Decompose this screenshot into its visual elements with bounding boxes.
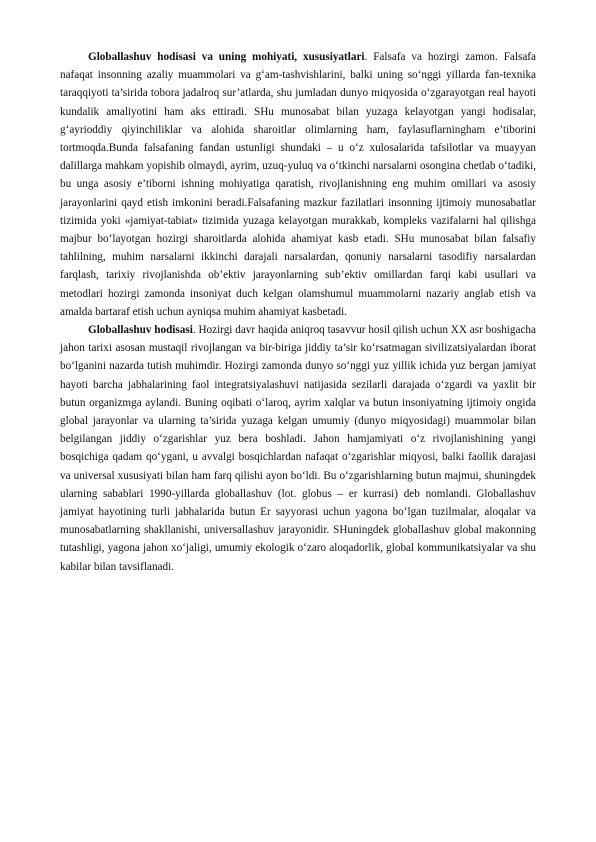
- paragraph-2-body: . Hozirgi davr haqida aniqroq tasavvur hosil qilish uchun XX asr boshigacha jahon tarixi asosan mustaqil rivojlangan va bir-biriga jiddiy ta’sir ko‘rsatmagan sivilizatsiyalardan iborat bo‘lganini nazarda tutish muhimdir. Hozirgi zamonda dunyo so‘nggi yuz yillik ichida yuz bergan jamiyat hayoti barcha jabhalarining faol integratsiyalashuvi natijasida sezilarli darajada o‘zgardi va yaxlit bir butun organizmga aylandi. Buning oqibati o‘laroq, ayrim xalqlar va butun insoniyatning ijtimoiy ongida global jarayonlar va ularning ta’sirida yuzaga kelgan umumiy (dunyo miqyosidagi) muammolar bilan belgilangan jiddiy o‘zgarishlar yuz bera boshladi. Jahon hamjamiyati o‘z rivojlanishining yangi bosqichiga qadam qo‘ygani, u avvalgi bosqichlardan nafaqat o‘zgarishlar miqyosi, balki faollik darajasi va universal xususiyati bilan ham farq qilishi ayon bo‘ldi. Bu o‘zgarishlarning butun majmui, shuningdek ularning sabablari 1990-yillarda globallashuv (lot. globus – er kurrasi) deb nomlandi. Globallashuv jamiyat hayotining turli jabhalarida butun Er sayyorasi uchun yagona bo‘lgan tuzilmalar, aloqalar va munosabatlarning shakllanishi, universallashuv jarayonidir. SHuningdek globallashuv global makonning tutashligi, yagona jahon xo‘jaligi, umumiy ekologik o‘zaro aloqadorlik, global kommunikatsiyalar va shu kabilar bilan tavsiflanadi.: [60, 324, 536, 573]
- paragraph-1: [60, 48, 536, 321]
- paragraph-1-heading: Globallashuv hodisasi va uning mohiyati, xususiyatlari: [88, 51, 365, 63]
- paragraph-2: [60, 321, 536, 576]
- paragraph-2-heading: Globallashuv hodisasi: [88, 324, 193, 337]
- document-page: [60, 48, 536, 576]
- paragraph-1-body: . Falsafa va hozirgi zamon. Falsafa nafaqat insonning azaliy muammolari va g‘am-tashvishlarini, balki uning so‘nggi yillarda fan-texnika taraqqiyoti ta’sirida tobora jadalroq sur’atlarda, shu jumladan dunyo miqyosida o‘zgarayotgan real hayoti kundalik amaliyotini ham aks ettiradi. SHu munosabat bilan yuzaga kelayotgan yangi hodisalar, g‘ayrioddiy qiyinchiliklar va alohida sharoitlar olimlarning ham, faylasuflarningham e’tiborini tortmoqda.Bunda falsafaning fandan ustunligi shundaki – u o‘z xulosalarida tafsilotlar va muayyan dalillarga mahkam yopishib olmaydi, ayrim, uzuq-yuluq va o‘tkinchi narsalarni osongina chetlab o‘tadiki, bu unga asosiy e’tiborni ishning mohiyatiga qaratish, rivojlanishning eng muhim omillari va asosiy jarayonlarini qayd etish imkonini beradi.Falsafaning mazkur fazilatlari insonning ijtimoiy munosabatlar tizimida yoki «jamiyat-tabiat» tizimida yuzaga kelayotgan murakkab, kompleks vazifalarni hal qilishga majbur bo‘layotgan hozirgi sharoitlarda alohida ahamiyat kasb etadi. SHu munosabat bilan falsafiy tahlilning, muhim narsalarni ikkinchi darajali narsalardan, qonuniy narsalarni tasodifiy narsalardan farqlash, tarixiy rivojlanishda ob’ektiv jarayonlarning sub’ektiv omillardan farqi kabi usullari va metodlari hozirgi zamonda insoniyat duch kelgan olamshumul muammolarni nazariy anglab etish va amalda bartaraf etish uchun ayniqsa muhim ahamiyat kasbetadi.: [60, 51, 536, 318]
